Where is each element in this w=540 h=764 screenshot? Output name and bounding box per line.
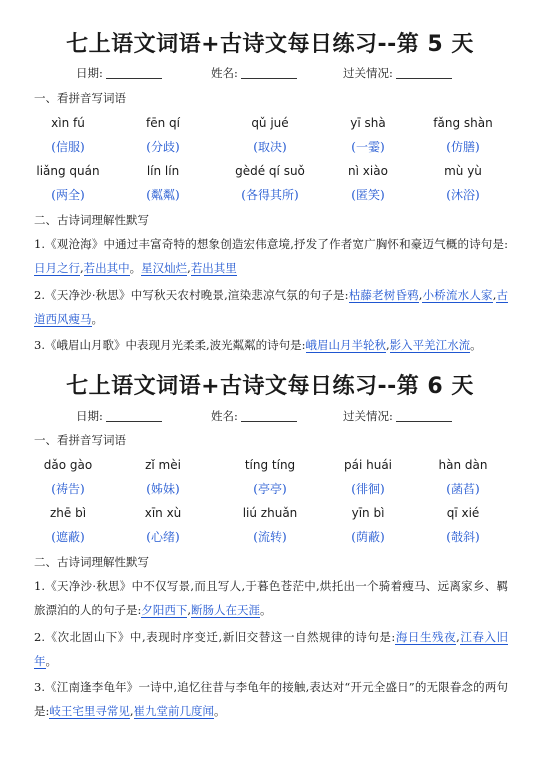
question-prompt: 3.《峨眉山月歌》中表现月光柔柔,波光粼粼的诗句是: [34, 338, 306, 352]
punctuation: 。 [470, 338, 482, 352]
date-blank[interactable] [106, 66, 162, 79]
pinyin-row [0, 455, 540, 475]
answer: (徘徊) [351, 482, 385, 496]
question-prompt: 1.《天净沙·秋思》中不仅写景,而且写人,于暮色苍茫中,烘托出一个骑着瘦马、远离家乡、羁旅漂泊的人的句子是: [34, 579, 508, 617]
pinyin: liú zhuǎn [242, 506, 298, 520]
answer-blank: 夕阳西下 [141, 603, 188, 617]
pinyin: mù yù [444, 164, 482, 178]
section-heading: 一、看拼音写词语 [34, 433, 126, 447]
pinyin: nì xiào [348, 164, 388, 178]
answer: (一霎) [351, 140, 385, 154]
answer-blank: 崔九堂前几度闻 [133, 704, 215, 718]
pinyin: tíng tíng [244, 458, 296, 472]
name-label: 姓名: [211, 66, 238, 80]
answer: (流转) [253, 530, 287, 544]
question [34, 333, 508, 357]
punctuation: , [386, 338, 390, 352]
answer: (菡萏) [446, 482, 480, 496]
pinyin: zhē bì [49, 506, 87, 520]
date-label: 日期: [76, 66, 103, 80]
answer-blank: 海日生残夜 [395, 630, 457, 644]
status-field[interactable] [343, 64, 452, 82]
punctuation: , [187, 261, 191, 275]
pinyin: xīn xù [144, 506, 182, 520]
pinyin: gèdé qí suǒ [235, 164, 305, 178]
answer: (两全) [51, 188, 85, 202]
answer: (信服) [51, 140, 85, 154]
answer: (荫蔽) [351, 530, 385, 544]
punctuation: , [80, 261, 84, 275]
punctuation: 。 [214, 704, 226, 718]
question [34, 283, 508, 331]
answer-blank: 峨眉山月半轮秋 [305, 338, 386, 352]
answer-blank: 断肠人在天涯 [191, 603, 261, 617]
pinyin: xìn fú [51, 116, 85, 130]
answer: (匿笑) [351, 188, 385, 202]
punctuation: 。 [45, 654, 57, 668]
answer-row [0, 185, 540, 205]
answer: (分歧) [146, 140, 180, 154]
date-field[interactable] [76, 407, 162, 425]
answer-blank: 枯藤老树昏鸦 [348, 288, 419, 302]
punctuation: , [418, 288, 423, 302]
section-heading: 一、看拼音写词语 [34, 91, 126, 105]
pinyin: liǎng quán [36, 164, 100, 178]
answer: (心绪) [146, 530, 180, 544]
page-title: 七上语文词语+古诗文每日练习--第 6 天 [66, 374, 474, 399]
pinyin: hàn dàn [438, 458, 488, 472]
question-prompt: 3.《江南逢李龟年》一诗中,追忆往昔与李龟年的接触,表达对“开元全盛日”的无限眷念的两句是: [34, 680, 508, 718]
section-heading: 二、古诗词理解性默写 [34, 555, 149, 569]
punctuation: , [187, 603, 192, 617]
answer-row [0, 479, 540, 499]
status-label: 过关情况: [343, 66, 393, 80]
date-blank[interactable] [106, 409, 162, 422]
answer: (亭亭) [253, 482, 287, 496]
pinyin-row [0, 503, 540, 523]
pinyin: fǎng shàn [433, 116, 493, 130]
answer-row [0, 527, 540, 547]
pinyin: yī shà [350, 116, 386, 130]
pinyin: lín lín [146, 164, 180, 178]
name-blank[interactable] [241, 66, 297, 79]
status-field[interactable] [343, 407, 452, 425]
pinyin: fēn qí [146, 116, 180, 130]
date-label: 日期: [76, 409, 103, 423]
pinyin-row [0, 161, 540, 181]
answer-blank: 古道西风瘦马 [34, 288, 509, 326]
punctuation: 。 [91, 312, 103, 326]
answer: (攲斜) [446, 530, 480, 544]
status-label: 过关情况: [343, 409, 393, 423]
pinyin: qī xié [446, 506, 480, 520]
name-label: 姓名: [211, 409, 238, 423]
question-prompt: 1.《观沧海》中通过丰富奇特的想象创造宏伟意境,抒发了作者宽广胸怀和豪迈气概的诗句是: [34, 237, 508, 251]
question-prompt: 2.《次北固山下》中,表现时序变迁,新旧交替这一自然规律的诗句是: [34, 630, 396, 644]
punctuation: , [129, 704, 134, 718]
answer-blank: 若出其中 [83, 261, 130, 275]
section-heading: 二、古诗词理解性默写 [34, 213, 149, 227]
pinyin: qǔ jué [251, 116, 289, 130]
answer-blank: 若出其里 [190, 261, 237, 275]
answer-blank: 影入平羌江水流 [389, 338, 471, 352]
name-field[interactable] [211, 407, 297, 425]
question-prompt: 2.《天净沙·秋思》中写秋天农村晚景,渲染悲凉气氛的句子是: [34, 288, 349, 302]
question [34, 574, 508, 622]
answer-blank: 星汉灿烂 [141, 261, 188, 275]
info-line [0, 64, 540, 82]
punctuation: 。 [129, 261, 142, 275]
date-field[interactable] [76, 64, 162, 82]
answer: (沐浴) [446, 188, 480, 202]
answer-blank: 江春入旧年 [34, 630, 509, 668]
name-blank[interactable] [241, 409, 297, 422]
status-blank[interactable] [396, 66, 452, 79]
info-line [0, 407, 540, 425]
answer-blank: 小桥流水人家 [422, 288, 493, 302]
pinyin: pái huái [343, 458, 393, 472]
punctuation: , [492, 288, 497, 302]
pinyin-row [0, 113, 540, 133]
answer: (各得其所) [241, 188, 299, 202]
answer-row [0, 137, 540, 157]
answer-blank: 岐王宅里寻常见 [49, 704, 130, 718]
pinyin: dǎo gào [43, 458, 93, 472]
answer: (姊妹) [146, 482, 180, 496]
question [34, 625, 508, 673]
pinyin: yīn bì [351, 506, 385, 520]
answer: (仿膳) [446, 140, 480, 154]
answer: (祷告) [51, 482, 85, 496]
question [34, 232, 508, 280]
name-field[interactable] [211, 64, 297, 82]
status-blank[interactable] [396, 409, 452, 422]
page-title: 七上语文词语+古诗文每日练习--第 5 天 [66, 32, 474, 57]
question [34, 675, 508, 723]
punctuation: 。 [260, 603, 272, 617]
answer: (粼粼) [146, 188, 180, 202]
pinyin: zǐ mèi [145, 458, 181, 472]
answer: (取决) [253, 140, 287, 154]
punctuation: , [456, 630, 460, 644]
answer-blank: 日月之行 [34, 261, 80, 275]
answer: (遮蔽) [51, 530, 85, 544]
